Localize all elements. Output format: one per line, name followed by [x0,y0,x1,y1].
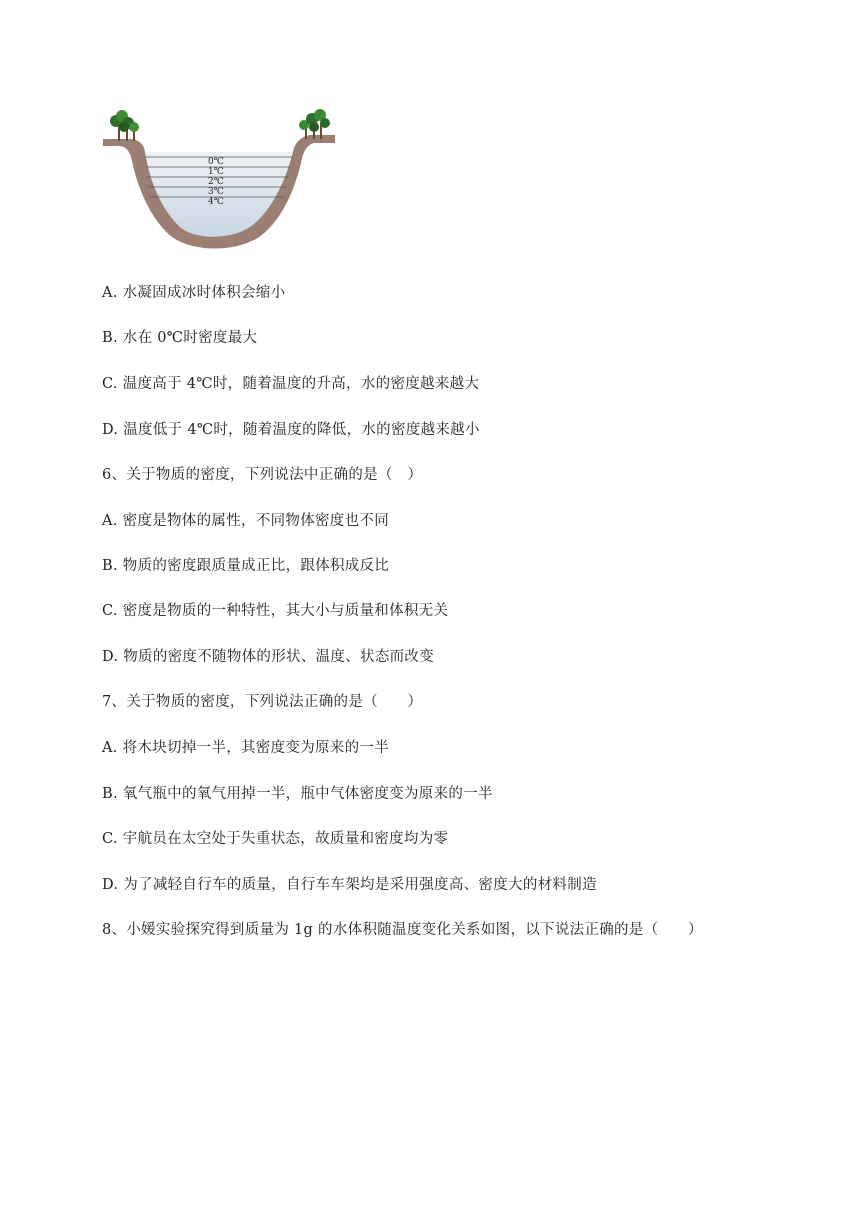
option-5d: D. 温度低于 4℃时，随着温度的降低，水的密度越来越小 [102,422,480,438]
lake-cross-section [100,105,350,255]
question-7: 7、关于物质的密度，下列说法正确的是（ ） [102,694,423,710]
option-6c: C. 密度是物质的一种特性，其大小与质量和体积无关 [102,603,449,619]
tree-left-icon [110,110,139,141]
temp-label-3: 3℃ [208,187,224,197]
option-5c: C. 温度高于 4℃时，随着温度的升高，水的密度越来越大 [102,376,480,392]
option-6a: A. 密度是物体的属性，不同物体密度也不同 [102,513,389,529]
option-5b: B. 水在 0℃时密度最大 [102,330,258,346]
option-6d: D. 物质的密度不随物体的形状、温度、状态而改变 [102,649,435,665]
lake-temperature-figure [100,105,350,255]
temp-label-2: 2℃ [208,177,224,187]
temp-label-1: 1℃ [208,167,224,177]
question-8: 8、小媛实验探究得到质量为 1g 的水体积随温度变化关系如图，以下说法正确的是（ ） [102,922,703,938]
option-7c: C. 宇航员在太空处于失重状态，故质量和密度均为零 [102,831,449,847]
question-6: 6、关于物质的密度，下列说法中正确的是（ ） [102,467,423,483]
option-7a: A. 将木块切掉一半，其密度变为原来的一半 [102,740,389,756]
option-6b: B. 物质的密度跟质量成正比，跟体积成反比 [102,558,390,574]
option-5a: A. 水凝固成冰时体积会缩小 [102,285,286,301]
option-7b: B. 氧气瓶中的氧气用掉一半，瓶中气体密度变为原来的一半 [102,786,493,802]
tree-right-icon [299,109,330,139]
temp-label-4: 4℃ [208,197,224,207]
option-7d: D. 为了减轻自行车的质量，自行车车架均是采用强度高、密度大的材料制造 [102,877,597,893]
temp-label-0: 0℃ [208,157,224,167]
